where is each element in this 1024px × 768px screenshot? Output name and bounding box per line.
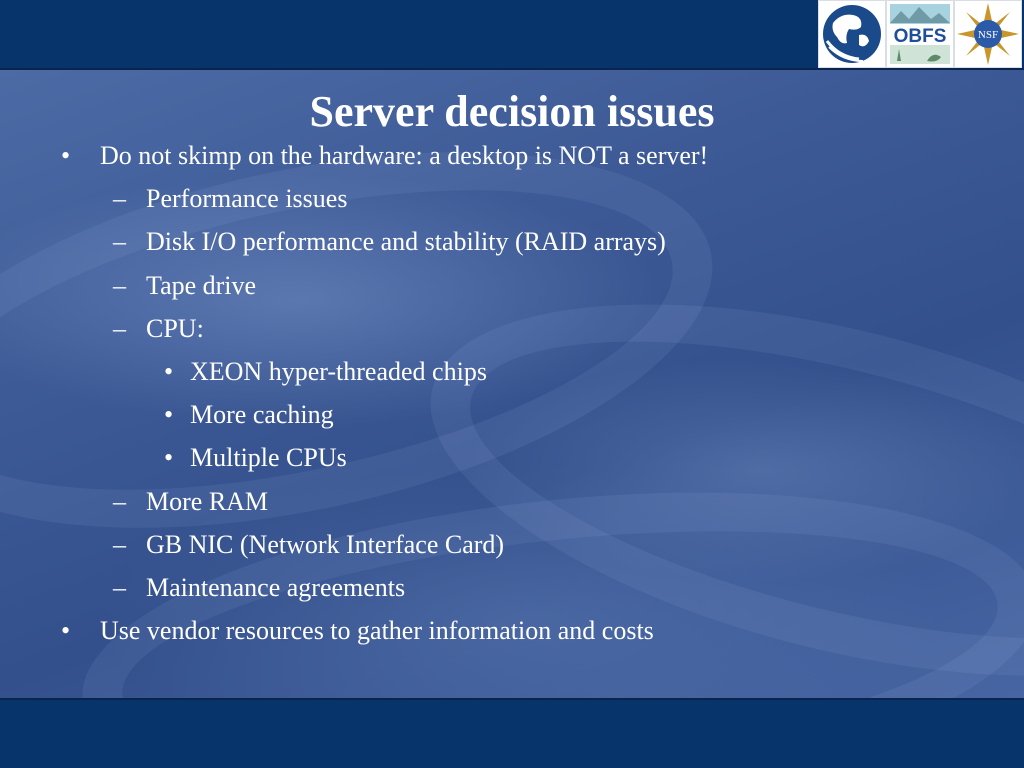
bullet-marker: • — [164, 443, 174, 473]
bullet-marker: – — [113, 227, 126, 257]
bullet-marker: – — [113, 486, 126, 516]
bottom-banner — [0, 698, 1024, 768]
globe-logo — [818, 0, 886, 68]
nsf-logo — [954, 0, 1022, 68]
bullet-marker: • — [61, 616, 71, 646]
bullet-text-level-1: Do not skimp on the hardware: a desktop is NOT a server! — [100, 141, 709, 170]
bullet-text-level-1: Use vendor resources to gather information and costs — [100, 616, 654, 646]
bullet-text-level-3: XEON hyper-threaded chips — [190, 357, 487, 386]
bullet-marker: – — [113, 270, 126, 300]
obfs-logo — [886, 0, 954, 68]
bullet-text-level-3: Multiple CPUs — [190, 443, 347, 473]
slide-title: Server decision issues — [309, 87, 715, 136]
bullet-text-level-2: CPU: — [146, 313, 204, 343]
bullet-marker: • — [61, 141, 71, 170]
top-banner — [0, 0, 1024, 70]
bullet-text-level-2: GB NIC (Network Interface Card) — [146, 529, 505, 559]
obfs-logo-text: OBFS — [893, 26, 947, 47]
bullet-text-level-3: More caching — [190, 400, 334, 430]
bullet-marker: • — [164, 357, 174, 386]
bullet-text-level-2: Maintenance agreements — [146, 573, 406, 602]
bullet-text-level-2: More RAM — [146, 486, 269, 516]
bullet-marker: – — [113, 184, 126, 214]
nsf-logo-text: NSF — [977, 29, 999, 41]
bullet-text-level-2: Performance issues — [146, 184, 348, 214]
bullet-text-level-2: Disk I/O performance and stability (RAID arrays) — [146, 227, 666, 257]
logo-strip — [818, 0, 1022, 68]
bullet-marker: – — [113, 529, 126, 559]
bullet-marker: • — [164, 400, 174, 430]
bullet-marker: – — [113, 313, 126, 343]
bullet-text-level-2: Tape drive — [146, 270, 257, 300]
bullet-marker: – — [113, 573, 126, 602]
